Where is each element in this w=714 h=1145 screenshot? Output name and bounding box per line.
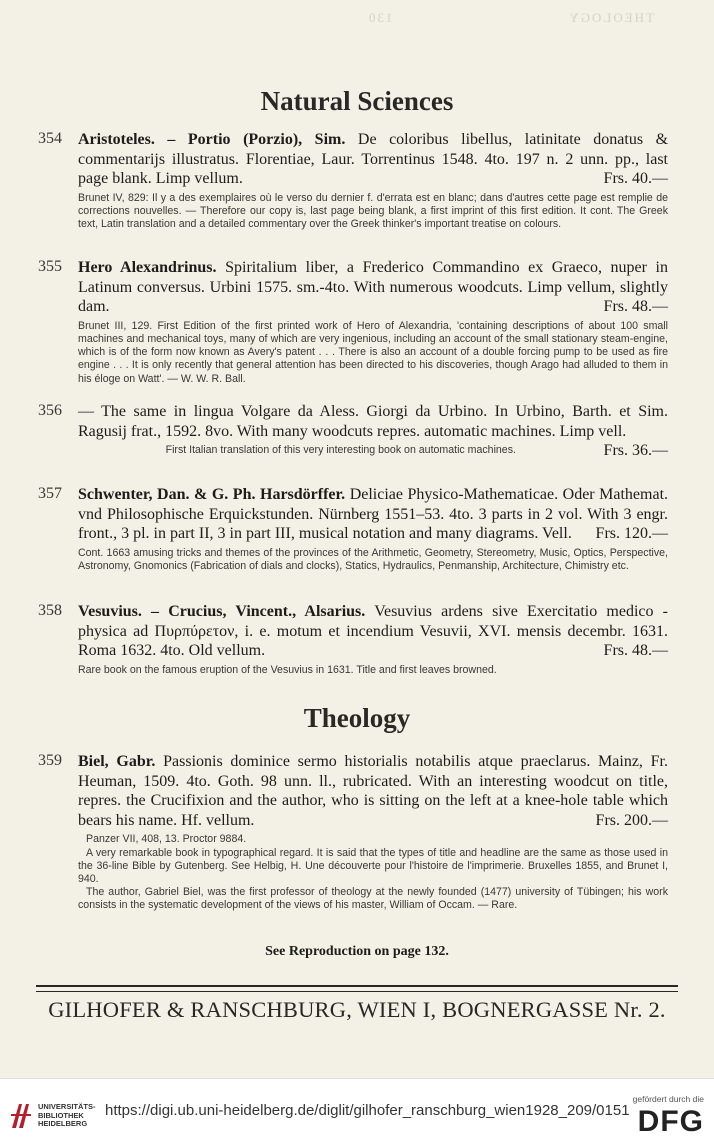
entry-author: Hero Alexandrinus.: [78, 259, 217, 276]
ghost-title: THEOLOGY: [567, 10, 654, 25]
catalog-entry-355: [38, 258, 668, 386]
entry-note-line: The author, Gabriel Biel, was the first professor of theology at the newly founded (1477) university of Tübingen; his work consists in the systematic development of the views of his master, William of Occam. — Rare.: [78, 886, 668, 912]
divider-thin: [36, 991, 678, 992]
entry-price: Frs. 48.—: [603, 298, 668, 316]
entry-price: Frs. 120.—: [595, 525, 668, 543]
entry-author: Aristoteles. – Portio (Porzio), Sim.: [78, 131, 346, 148]
entry-description: [78, 258, 668, 317]
entry-note: [78, 192, 668, 232]
ghost-page: 130: [366, 10, 393, 25]
lot-number: 358: [38, 602, 62, 619]
entry-author: Vesuvius. – Crucius, Vincent., Alsarius.: [78, 603, 366, 620]
entry-text: — The same in lingua Volgare da Aless. Giorgi da Urbino. In Urbino, Barth. et Sim. Ragusij frat., 1592. 8vo. With many woodcuts repres. automatic machines. Limp vell.: [78, 403, 668, 440]
entry-price: Frs. 200.—: [595, 811, 668, 829]
section-title-theology: Theology: [303, 703, 411, 733]
entry-description: [78, 485, 668, 544]
library-name[interactable]: [38, 1103, 96, 1129]
dfg-logo[interactable]: DFG: [637, 1105, 704, 1138]
entry-text: Deliciae Physico-Mathematicae. Oder Mathemat. vnd Philosophische Erquickstunden. Nürnberg 1551–53. 4to. 3 parts in 2 vol. With 3 engr. front., 3 pl. in part II, 3 in part III, musical notation and many diagrams. Vell.: [78, 486, 669, 543]
catalog-entry-359: [38, 752, 668, 913]
divider-thick: [36, 985, 678, 987]
entry-note: [78, 320, 668, 386]
entry-note-line: A very remarkable book in typographical regard. It is said that the types of title and headline are the same as those used in the 36-line Bible by Gutenberg. See Helbig, H. Une découverte pour l'histoire de l'imprimerie. Bruxelles 1855, and Brunet I, 940.: [78, 846, 668, 885]
lot-number: 354: [38, 130, 62, 147]
entry-description: [78, 130, 668, 189]
catalog-entry-356: [38, 402, 668, 461]
entry-note-line: Panzer VII, 408, 13. Proctor 9884.: [86, 833, 247, 846]
catalog-entry-357: [38, 485, 668, 573]
entry-note-text: Cont. 1663 amusing tricks and themes of the provinces of the Arithmetic, Geometry, Stereometry, Music, Optics, Perspective, Astronomy, Gnomonics (Fabrication of dials and clocks), Statics, Hydraulics, Penmanship, Architecture, Chimistry etc.: [78, 546, 668, 572]
see-reproduction-note: See Reproduction on page 132.: [265, 944, 449, 959]
entry-note: [78, 444, 668, 457]
permalink-url[interactable]: https://digi.ub.uni-heidelberg.de/diglit/gilhofer_ranschburg_wien1928_209/0151: [105, 1102, 630, 1119]
entry-price: Frs. 40.—: [603, 170, 668, 188]
entry-text: Spiritalium liber, a Frederico Commandino ex Graeco, nuper in Latinum conversus. Urbini 1575. sm.-4to. With numerous woodcuts. Limp vellum, slightly dam.: [78, 259, 669, 316]
lot-number: 356: [38, 402, 62, 419]
entry-text: Passionis dominice sermo historialis notabilis atque praeclarus. Mainz, Fr. Heuman, 1509. 4to. Goth. 98 unn. ll., rubricated. With an interesting woodcut on title, repres. the Crucifixion and the author, who is sitting on the left at a knee-hole table which bears his name. Hf. vellum.: [78, 753, 669, 829]
entry-price: Frs. 36.—: [603, 442, 668, 460]
lot-number: 355: [38, 258, 62, 275]
catalog-entry-354: [38, 130, 668, 231]
entry-note: [78, 664, 668, 677]
catalog-entry-358: [38, 602, 668, 677]
entry-author: Schwenter, Dan. & G. Ph. Harsdörffer.: [78, 486, 346, 503]
library-name-line: HEIDELBERG: [38, 1119, 88, 1128]
lot-number: 359: [38, 752, 62, 769]
section-title-natural-sciences: Natural Sciences: [260, 86, 454, 116]
entry-text: Vesuvius ardens sive Exercitatio medico - physica ad Πυρπύρετον, i. e. motum et incendium Vesuvii, XVI. mensis decembr. 1631. Roma 1632. 4to. Old vellum.: [78, 603, 669, 660]
entry-note-text: First Italian translation of this very interesting book on automatic machines.: [165, 444, 516, 457]
entry-note-text: Brunet IV, 829: Il y a des exemplaires où le verso du dernier f. d'errata est en blanc; dans d'autres cette page est remplie de corrections nouvelles. — Therefore our copy is, last page being blank, a first imprint of this first edition. It cont. The Greek text, Latin translation and a detailed commentary over the Greek thinker's important treatise on colours.: [78, 191, 668, 231]
entry-note: [78, 547, 668, 573]
bleed-through-header: [300, 10, 654, 26]
funding-label: gefördert durch die: [632, 1094, 704, 1104]
entry-description: [78, 602, 668, 661]
library-name-line: BIBLIOTHEK: [38, 1110, 84, 1120]
library-name-line: UNIVERSITÄTS-: [38, 1102, 96, 1111]
entry-price: Frs. 48.—: [603, 642, 668, 660]
university-library-logo-icon[interactable]: [9, 1100, 33, 1130]
entry-author: Biel, Gabr.: [78, 753, 156, 770]
entry-text: De coloribus libellus, latinitate donatus & commentarijs illustratus. Florentiae, Laur. Torrentinus 1548. 4to. 197 n. 2 unn. pp., last page blank. Limp vellum.: [78, 131, 669, 188]
entry-note-text: Brunet III, 129. First Edition of the first printed work of Hero of Alexandria, 'containing descriptions of about 100 small machines and mechanical toys, many of which are very ingenious, including an account of the small stationary steam-engine, which is of the form now known as Avery's patent . . . There is also an account of a double forcing pump to be used as fire engine . . . It is only recently that general attention has been directed to his discoveries, though Arago had alluded to them in his éloge on Watt'. — W. W. R. Ball.: [78, 319, 668, 385]
publisher-imprint: GILHOFER & RANSCHBURG, WIEN I, BOGNERGASSE Nr. 2.: [48, 997, 666, 1022]
lot-number: 357: [38, 485, 62, 502]
entry-note-text: Rare book on the famous eruption of the Vesuvius in 1631. Title and first leaves browned.: [78, 663, 497, 676]
entry-description: [78, 752, 668, 830]
entry-note: [78, 833, 668, 912]
